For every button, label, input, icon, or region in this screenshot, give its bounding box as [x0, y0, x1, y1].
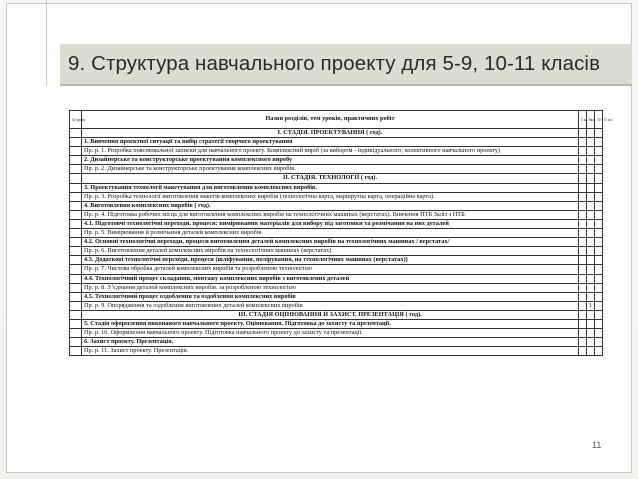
page-number: 11	[592, 440, 602, 450]
grade-10-11-cell	[595, 129, 603, 138]
grade-6-cell	[587, 201, 595, 210]
lesson-number-cell	[70, 301, 82, 310]
grade-10-11-cell	[595, 238, 603, 247]
grade-6-cell	[587, 274, 595, 283]
row-text: 4. Виготовлення комплексних виробів ( год).	[82, 201, 579, 210]
grade-5-cell	[579, 147, 587, 156]
row-text: 4.1. Підготовчі технологічні переходи, процеси: вимірювання матеріалів для вибору під заготовки та розмічання на них деталей	[82, 219, 579, 228]
grade-6-cell	[587, 256, 595, 265]
table-row	[70, 301, 603, 310]
grade-6-cell	[587, 247, 595, 256]
table-row	[70, 274, 603, 283]
grade-10-11-cell	[595, 347, 603, 356]
grade-6-cell	[587, 292, 595, 301]
row-text: Пр. р. 11. Захист проекту. Презентація.	[82, 347, 579, 356]
row-text: 5. Стадія оформлення виконаного навчального проекту. Оцінювання. Підготовка до захисту та презентації.	[82, 319, 579, 328]
grade-10-11-cell	[595, 174, 603, 183]
stage-title: II. СТАДІЯ. ТЕХНОЛОГІЇ ( год).	[82, 174, 579, 183]
lesson-number-cell	[70, 292, 82, 301]
stage-title: III. СТАДІЯ ОЦІНЮВАННЯ Й ЗАХИСТ. ПРЕЗЕНТАЦІЯ ( год).	[82, 310, 579, 319]
table-row	[70, 165, 603, 174]
lesson-number-cell	[70, 201, 82, 210]
grade-10-11-cell	[595, 219, 603, 228]
table-row	[70, 147, 603, 156]
grade-6-cell	[587, 210, 595, 219]
grade-6-cell	[587, 329, 595, 338]
lesson-number-cell	[70, 165, 82, 174]
grade-10-11-cell	[595, 138, 603, 147]
row-text: Пр. р. 8. З 'єднання деталей комплексних виробів. за розробленою технологією	[82, 283, 579, 292]
grade-5-cell	[579, 247, 587, 256]
table-row	[70, 329, 603, 338]
grade-6-cell	[587, 338, 595, 347]
table-row	[70, 229, 603, 238]
grade-6-cell	[587, 310, 595, 319]
lesson-number-cell	[70, 210, 82, 219]
title-underline	[60, 84, 632, 86]
grade-6-cell	[587, 129, 595, 138]
table-row	[70, 265, 603, 274]
grade-5-cell	[579, 338, 587, 347]
lesson-number-cell	[70, 219, 82, 228]
lesson-number-cell	[70, 147, 82, 156]
grade-6-cell: 1	[587, 301, 595, 310]
table-row	[70, 156, 603, 165]
lesson-number-cell	[70, 192, 82, 201]
table-row	[70, 256, 603, 265]
stage-row	[70, 129, 603, 138]
grade-6-cell	[587, 238, 595, 247]
grade-5-cell	[579, 310, 587, 319]
project-structure-table	[69, 110, 613, 356]
slide-title: 9. Структура навчального проекту для 5-9, 10-11 класів	[68, 52, 601, 75]
table-row	[70, 201, 603, 210]
grade-5-cell	[579, 347, 587, 356]
row-text: 4.3. Додаткові технологічні переходи, процеси (шліфування, полірування, на технологічних машинах (верстатах))	[82, 256, 579, 265]
grade-6-cell	[587, 265, 595, 274]
grade-5-cell	[579, 301, 587, 310]
grade-10-11-cell	[595, 256, 603, 265]
grade-10-11-cell	[595, 310, 603, 319]
grade-10-11-cell	[595, 229, 603, 238]
grade-10-11-cell	[595, 192, 603, 201]
lesson-number-cell	[70, 283, 82, 292]
table-row	[70, 192, 603, 201]
grade-5-cell	[579, 319, 587, 328]
grade-6-cell	[587, 192, 595, 201]
grade-5-cell	[579, 265, 587, 274]
row-text: 4.5. Технологічний процес оздоблення та оздоблення комплексних виробів	[82, 292, 579, 301]
grade-6-cell	[587, 219, 595, 228]
grade-6-cell	[587, 156, 595, 165]
header-grade-6: 6кл.	[587, 111, 595, 129]
lesson-number-cell	[70, 310, 82, 319]
grade-5-cell	[579, 219, 587, 228]
stage-row	[70, 310, 603, 319]
grade-5-cell	[579, 183, 587, 192]
row-text: Пр. р. 5. Вимірювання й розмічання деталей комплексних виробів	[82, 229, 579, 238]
row-text: Пр. р. 3. Розробка технології виготовлення макетів комплексних виробів (технологічна карта, маршрутна карта, операційна карта).	[82, 192, 579, 201]
table-header-row	[70, 111, 603, 129]
grade-5-cell	[579, 174, 587, 183]
grade-5-cell	[579, 256, 587, 265]
table-row	[70, 238, 603, 247]
row-text: 6. Захист проекту. Презентація.	[82, 338, 579, 347]
grade-6-cell	[587, 147, 595, 156]
grade-10-11-cell	[595, 165, 603, 174]
lesson-number-cell	[70, 329, 82, 338]
grade-6-cell	[587, 319, 595, 328]
lesson-number-cell	[70, 229, 82, 238]
stage-title: I. СТАДІЯ. ПРОЕКТУВАННЯ ( год).	[82, 129, 579, 138]
lesson-number-cell	[70, 156, 82, 165]
row-text: 4.4. Технологічний процес складання, монтажу комплексних виробів з виготовлених деталей	[82, 274, 579, 283]
grade-5-cell	[579, 238, 587, 247]
grade-10-11-cell	[595, 292, 603, 301]
table-row	[70, 183, 603, 192]
grade-5-cell	[579, 156, 587, 165]
table-row	[70, 347, 603, 356]
grade-6-cell	[587, 347, 595, 356]
lesson-number-cell	[70, 265, 82, 274]
lesson-number-cell	[70, 174, 82, 183]
grade-5-cell	[579, 329, 587, 338]
grade-10-11-cell	[595, 201, 603, 210]
grade-10-11-cell	[595, 210, 603, 219]
table-row	[70, 292, 603, 301]
table-row	[70, 219, 603, 228]
grade-5-cell	[579, 165, 587, 174]
table-row	[70, 210, 603, 219]
grade-5-cell	[579, 138, 587, 147]
grade-10-11-cell	[595, 156, 603, 165]
grade-6-cell	[587, 283, 595, 292]
lesson-number-cell	[70, 256, 82, 265]
header-section-names: Назви розділів, тем уроків, практичних робіт	[82, 111, 579, 129]
lesson-number-cell	[70, 319, 82, 328]
grade-6-cell	[587, 174, 595, 183]
table-row	[70, 319, 603, 328]
row-text: Пр. р. 2. Дизайнерське та конструкторське проектування комплексних виробів.	[82, 165, 579, 174]
grade-10-11-cell	[595, 183, 603, 192]
grade-5-cell	[579, 283, 587, 292]
table-row	[70, 247, 603, 256]
table-row	[70, 283, 603, 292]
lesson-number-cell	[70, 338, 82, 347]
grade-5-cell	[579, 129, 587, 138]
decorative-vertical-line	[46, 0, 47, 86]
grade-10-11-cell	[595, 247, 603, 256]
table-row	[70, 338, 603, 347]
grade-10-11-cell	[595, 329, 603, 338]
grade-5-cell	[579, 210, 587, 219]
header-grade-5: 5 кл.	[579, 111, 587, 129]
grade-6-cell	[587, 229, 595, 238]
grade-10-11-cell	[595, 319, 603, 328]
row-text: Пр. р. 4. Підготовка робочих місць для виготовлення комплексних виробів на технологічних машинах (верстатах). Вивчення ПТБ Заліз з ПТБ.	[82, 210, 579, 219]
grade-5-cell	[579, 229, 587, 238]
grade-6-cell	[587, 183, 595, 192]
lesson-number-cell	[70, 347, 82, 356]
row-text: Пр. р. 10. Оформлення навчального проекту. Підготовка навчального проекту до захисту та презентації.	[82, 329, 579, 338]
grade-6-cell	[587, 138, 595, 147]
grade-5-cell	[579, 201, 587, 210]
grade-10-11-cell	[595, 147, 603, 156]
header-grade-10-11: 10 - 11 кл.	[595, 111, 603, 129]
lesson-number-cell	[70, 183, 82, 192]
lesson-number-cell	[70, 238, 82, 247]
row-text: 2. Дизайнерське та конструкторське проектування комплексного виробу	[82, 156, 579, 165]
row-text: Пр. р. 9. Опорядження та оздоблення виготовлених деталей комплексних виробів	[82, 301, 579, 310]
grade-10-11-cell	[595, 301, 603, 310]
row-text: 1. Вивчення проектної ситуації та вибір стратегії творчого проектування	[82, 138, 579, 147]
stage-row	[70, 174, 603, 183]
row-text: Пр. р. 7. Чистова обробка деталей комплексних виробів та розробленою технологією	[82, 265, 579, 274]
grade-6-cell	[587, 165, 595, 174]
lesson-number-cell	[70, 247, 82, 256]
grade-5-cell	[579, 292, 587, 301]
header-lesson-number: № уроку	[70, 111, 82, 129]
grade-5-cell	[579, 192, 587, 201]
grade-5-cell	[579, 274, 587, 283]
grade-10-11-cell	[595, 265, 603, 274]
row-text: 3. Проектування технології макетування для виготовлення комплексних виробів.	[82, 183, 579, 192]
row-text: Пр. р. 6. Виготовлення деталей комплексних виробів на технологічних машинах (верстатах)	[82, 247, 579, 256]
grade-10-11-cell	[595, 338, 603, 347]
row-text: Пр. р. 1. Розробка пояснювальної записки для навчального проекту. Комплексний виріб (за вибором - індивідуального; колективного навчального проекту)	[82, 147, 579, 156]
lesson-number-cell	[70, 129, 82, 138]
grade-10-11-cell	[595, 274, 603, 283]
lesson-number-cell	[70, 274, 82, 283]
table-row	[70, 138, 603, 147]
lesson-number-cell	[70, 138, 82, 147]
row-text: 4.2. Основні технологічні переходи, процеси виготовлення деталей комплексних виробів на технологічних машинах / верстатах/	[82, 238, 579, 247]
grade-10-11-cell	[595, 283, 603, 292]
